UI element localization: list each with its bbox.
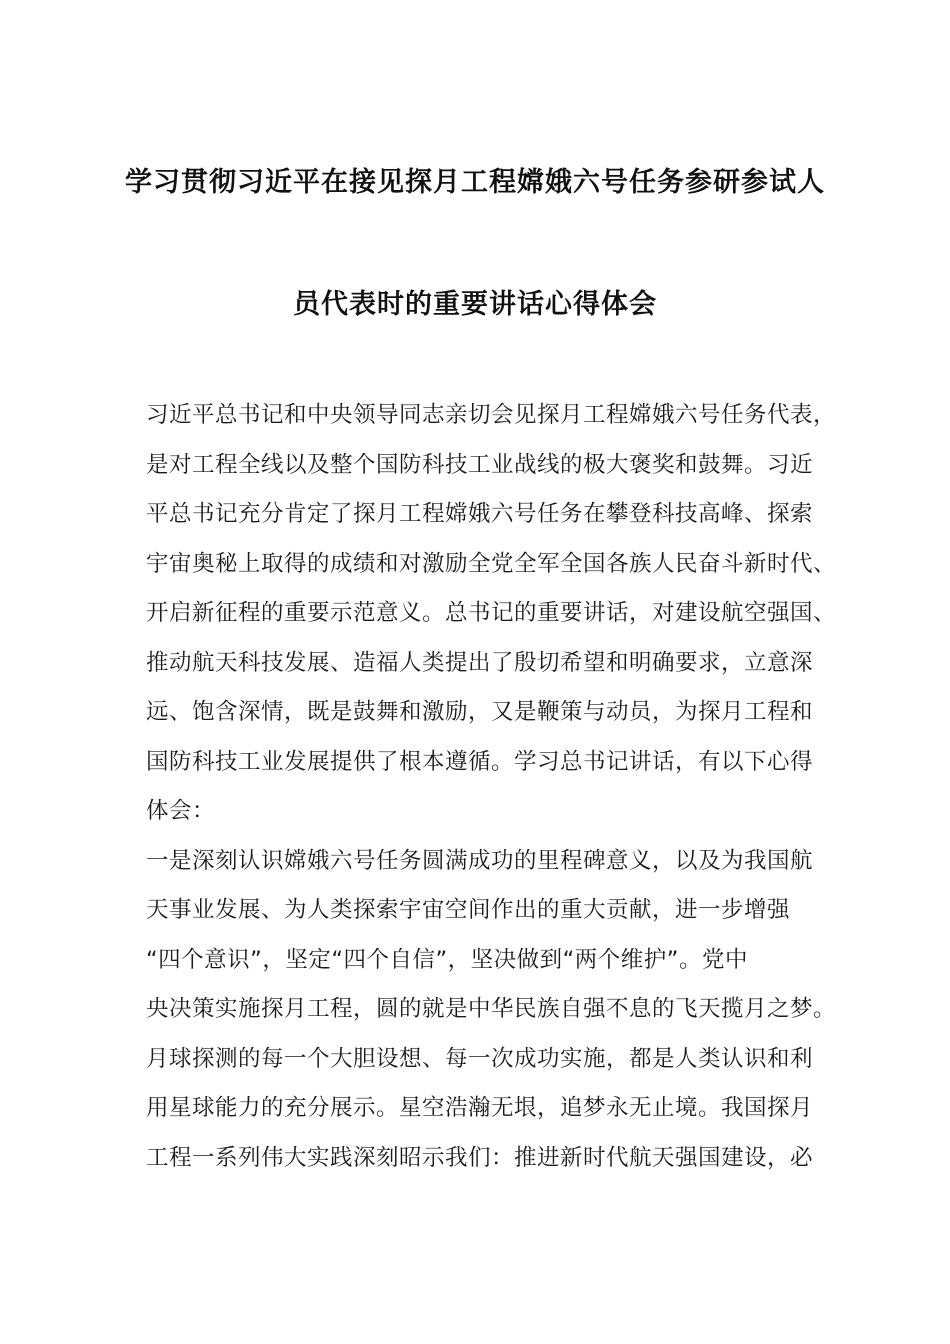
body-line: 开启新征程的重要示范意义。总书记的重要讲话，对建设航空强国、 [146,600,837,626]
body-line: 宇宙奥秘上取得的成绩和对激励全党全军全国各族人民奋斗新时代、 [146,550,837,577]
body-line: 月球探测的每一个大胆设想、每一次成功实施，都是人类认识和利 [146,1045,814,1072]
body-line: 体会： [146,798,216,824]
body-line: “四个意识”，坚定“四个自信”，坚决做到“两个维护”。党中 [146,946,748,973]
document-body [146,397,836,1189]
body-line: 习近平总书记和中央领导同志亲切会见探月工程嫦娥六号任务代表， [146,402,837,428]
body-line: 平总书记充分肯定了探月工程嫦娥六号任务在攀登科技高峰、探索 [146,501,814,527]
body-line: 是对工程全线以及整个国防科技工业战线的极大褒奖和鼓舞。习近 [146,451,814,478]
body-line: 国防科技工业发展提供了根本遵循。学习总书记讲话，有以下心得 [146,748,814,775]
body-line: 用星球能力的充分展示。星空浩瀚无垠，追梦永无止境。我国探月 [146,1095,814,1121]
document-title-line-1: 学习贯彻习近平在接见探月工程嫦娥六号任务参研参试人 [125,167,825,198]
body-line: 远、饱含深情，既是鼓舞和激励，又是鞭策与动员，为探月工程和 [146,699,814,725]
document-title-line-2: 员代表时的重要讲话心得体会 [293,289,657,320]
body-line: 一是深刻认识嫦娥六号任务圆满成功的里程碑意义，以及为我国航 [146,847,814,874]
body-line: 工程一系列伟大实践深刻昭示我们：推进新时代航天强国建设，必 [146,1144,814,1171]
body-line: 推动航天科技发展、造福人类提出了殷切希望和明确要求，立意深 [146,649,814,676]
body-line: 央决策实施探月工程，圆的就是中华民族自强不息的飞天揽月之梦。 [146,996,837,1022]
body-line: 天事业发展、为人类探索宇宙空间作出的重大贡献，进一步增强 [146,897,791,923]
